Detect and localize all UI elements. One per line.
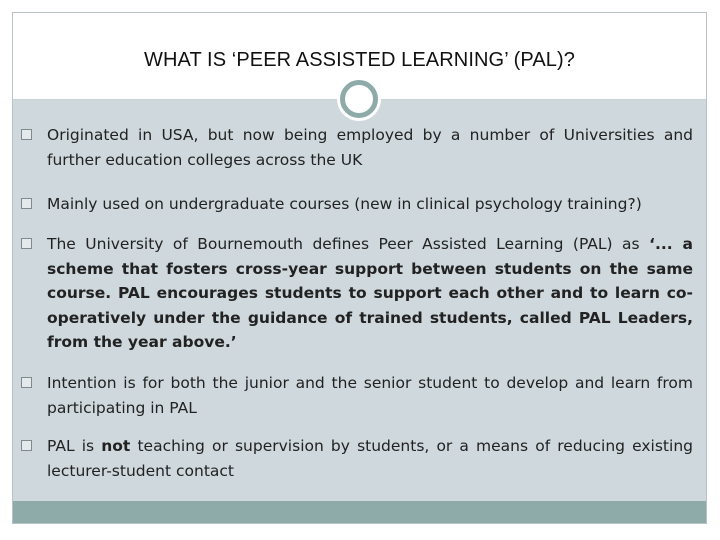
bullet-quote-text: ‘... a scheme that fosters cross-year support between students on the same course. PAL encourages students to support each other and to learn co-operatively under the guidance of trained students, called PAL Leaders, from the year above.’ <box>47 235 693 351</box>
ring-circle-icon <box>340 80 378 118</box>
bullet-item <box>21 371 693 420</box>
bullet-text: Originated in USA, but now being employed by a number of Universities and further education colleges across the UK <box>47 126 693 169</box>
bullet-item <box>21 192 693 217</box>
bullet-emphasis-text: not <box>101 437 131 455</box>
bullet-pre-text: PAL is <box>47 437 102 455</box>
bullet-item <box>21 123 693 172</box>
checkbox-square-icon <box>21 377 32 388</box>
slide-frame <box>12 12 707 524</box>
bullet-text: Mainly used on undergraduate courses (new in clinical psychology training?) <box>47 195 642 213</box>
checkbox-square-icon <box>21 238 32 249</box>
slide-title: WHAT IS ‘PEER ASSISTED LEARNING’ (PAL)? <box>143 49 576 71</box>
checkbox-square-icon <box>21 198 32 209</box>
footer-bar <box>13 501 706 523</box>
bullet-intro-text: The University of Bournemouth defines Peer Assisted Learning (PAL) as <box>47 235 650 253</box>
bullet-item <box>21 434 693 483</box>
bullet-post-text: teaching or supervision by students, or a means of reducing existing lecturer-student contact <box>47 437 693 480</box>
bullet-item <box>21 232 693 355</box>
checkbox-square-icon <box>21 129 32 140</box>
bullet-text <box>47 434 693 483</box>
checkbox-square-icon <box>21 440 32 451</box>
bullet-text <box>47 232 693 355</box>
bullet-text: Intention is for both the junior and the senior student to develop and learn from participating in PAL <box>47 374 693 417</box>
